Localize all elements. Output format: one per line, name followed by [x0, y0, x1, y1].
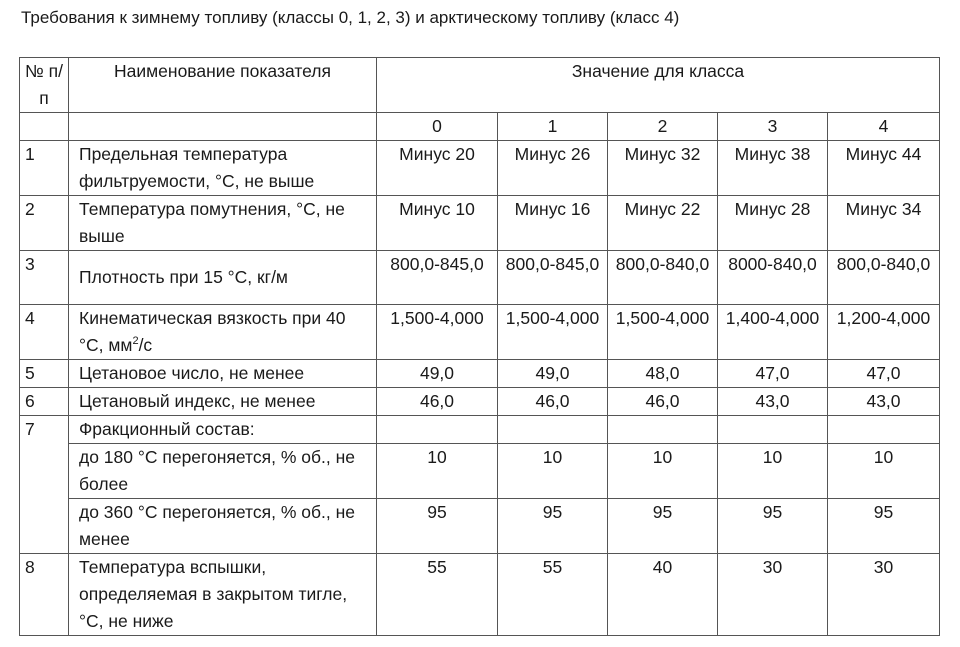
value-cell: Минус 22 — [608, 196, 718, 251]
value-cell: 43,0 — [718, 388, 828, 416]
class-header: 0 — [377, 113, 498, 141]
value-cell: 10 — [498, 444, 608, 499]
row-number: 6 — [20, 388, 69, 416]
document-title: Требования к зимнему топливу (классы 0, 1, 2, 3) и арктическому топливу (класс 4) — [21, 8, 680, 27]
unit-superscript: 2 — [132, 335, 139, 348]
class-header: 2 — [608, 113, 718, 141]
table-row — [20, 305, 940, 360]
value-cell: 1,500-4,000 — [608, 305, 718, 360]
value-cell: 10 — [828, 444, 940, 499]
indicator-name — [69, 499, 377, 554]
class-row — [20, 113, 940, 141]
table-row — [20, 388, 940, 416]
value-cell: 95 — [608, 499, 718, 554]
indicator-name-text: Предельная температура фильтруемости, °С, не выше — [79, 144, 315, 191]
class-header: 4 — [828, 113, 940, 141]
value-cell: Минус 32 — [608, 141, 718, 196]
value-cell — [498, 416, 608, 444]
indicator-name-text: Цетановое число, не менее — [79, 363, 305, 383]
value-cell: Минус 38 — [718, 141, 828, 196]
table-row — [20, 251, 940, 305]
value-cell: 49,0 — [377, 360, 498, 388]
indicator-name — [69, 444, 377, 499]
indicator-name-text: Цетановый индекс, не менее — [79, 391, 316, 411]
value-cell: 47,0 — [718, 360, 828, 388]
value-cell: 1,500-4,000 — [377, 305, 498, 360]
indicator-name — [69, 305, 377, 360]
value-cell: Минус 44 — [828, 141, 940, 196]
indicator-name — [69, 554, 377, 636]
value-cell: 1,200-4,000 — [828, 305, 940, 360]
unit-suffix: /с — [138, 335, 153, 355]
value-cell: Минус 28 — [718, 196, 828, 251]
indicator-name — [69, 141, 377, 196]
indicator-name-text: до 360 °С перегоняется, % об., не менее — [79, 502, 355, 549]
value-cell: 10 — [608, 444, 718, 499]
header-no: № п/п — [20, 58, 69, 113]
header-row — [20, 58, 940, 113]
value-cell: Минус 34 — [828, 196, 940, 251]
value-cell: 95 — [498, 499, 608, 554]
value-cell: 800,0-845,0 — [377, 251, 498, 305]
value-cell: 10 — [377, 444, 498, 499]
value-cell: 49,0 — [498, 360, 608, 388]
value-cell: 800,0-845,0 — [498, 251, 608, 305]
value-cell: 48,0 — [608, 360, 718, 388]
value-cell: 800,0-840,0 — [608, 251, 718, 305]
class-header: 3 — [718, 113, 828, 141]
indicator-name — [69, 388, 377, 416]
table-row — [20, 360, 940, 388]
value-cell: 46,0 — [377, 388, 498, 416]
header-name: Наименование показателя — [69, 58, 377, 113]
class-header: 1 — [498, 113, 608, 141]
indicator-name-text: до 180 °С перегоняется, % об., не более — [79, 447, 355, 494]
value-cell — [377, 416, 498, 444]
value-cell: Минус 16 — [498, 196, 608, 251]
empty-cell — [69, 113, 377, 141]
table-row — [20, 196, 940, 251]
indicator-name-text: Фракционный состав: — [79, 419, 255, 439]
value-cell: 46,0 — [498, 388, 608, 416]
row-number: 4 — [20, 305, 69, 360]
row-number: 2 — [20, 196, 69, 251]
row-number: 5 — [20, 360, 69, 388]
indicator-name-text: Кинематическая вязкость при 40 °С, мм — [79, 308, 346, 355]
table-row — [20, 141, 940, 196]
row-number: 8 — [20, 554, 69, 636]
value-cell: 43,0 — [828, 388, 940, 416]
table-row — [20, 499, 940, 554]
value-cell: 95 — [828, 499, 940, 554]
value-cell: 800,0-840,0 — [828, 251, 940, 305]
value-cell: Минус 10 — [377, 196, 498, 251]
value-cell: 30 — [828, 554, 940, 636]
indicator-name — [69, 196, 377, 251]
indicator-name-text: Температура помутнения, °С, не выше — [79, 199, 345, 246]
value-cell: 55 — [498, 554, 608, 636]
table-row — [20, 444, 940, 499]
value-cell: Минус 20 — [377, 141, 498, 196]
indicator-name-text: Температура вспышки, определяемая в закрытом тигле, °С, не ниже — [79, 557, 348, 631]
value-cell: 30 — [718, 554, 828, 636]
value-cell: 8000-840,0 — [718, 251, 828, 305]
value-cell — [608, 416, 718, 444]
value-cell: 55 — [377, 554, 498, 636]
value-cell: 47,0 — [828, 360, 940, 388]
value-cell: Минус 26 — [498, 141, 608, 196]
indicator-name — [69, 360, 377, 388]
indicator-name-text: Плотность при 15 °С, кг/м — [79, 267, 288, 287]
value-cell: 95 — [377, 499, 498, 554]
value-cell — [828, 416, 940, 444]
empty-cell — [20, 113, 69, 141]
table-row — [20, 416, 940, 444]
fuel-requirements-table — [19, 57, 940, 636]
indicator-name — [69, 416, 377, 444]
table-row — [20, 554, 940, 636]
value-cell: 1,400-4,000 — [718, 305, 828, 360]
value-cell — [718, 416, 828, 444]
row-number: 1 — [20, 141, 69, 196]
value-cell: 10 — [718, 444, 828, 499]
indicator-name — [69, 251, 377, 305]
value-cell: 1,500-4,000 — [498, 305, 608, 360]
value-cell: 95 — [718, 499, 828, 554]
value-cell: 46,0 — [608, 388, 718, 416]
row-number: 3 — [20, 251, 69, 305]
header-value-group: Значение для класса — [377, 58, 940, 113]
row-number: 7 — [20, 416, 69, 554]
value-cell: 40 — [608, 554, 718, 636]
